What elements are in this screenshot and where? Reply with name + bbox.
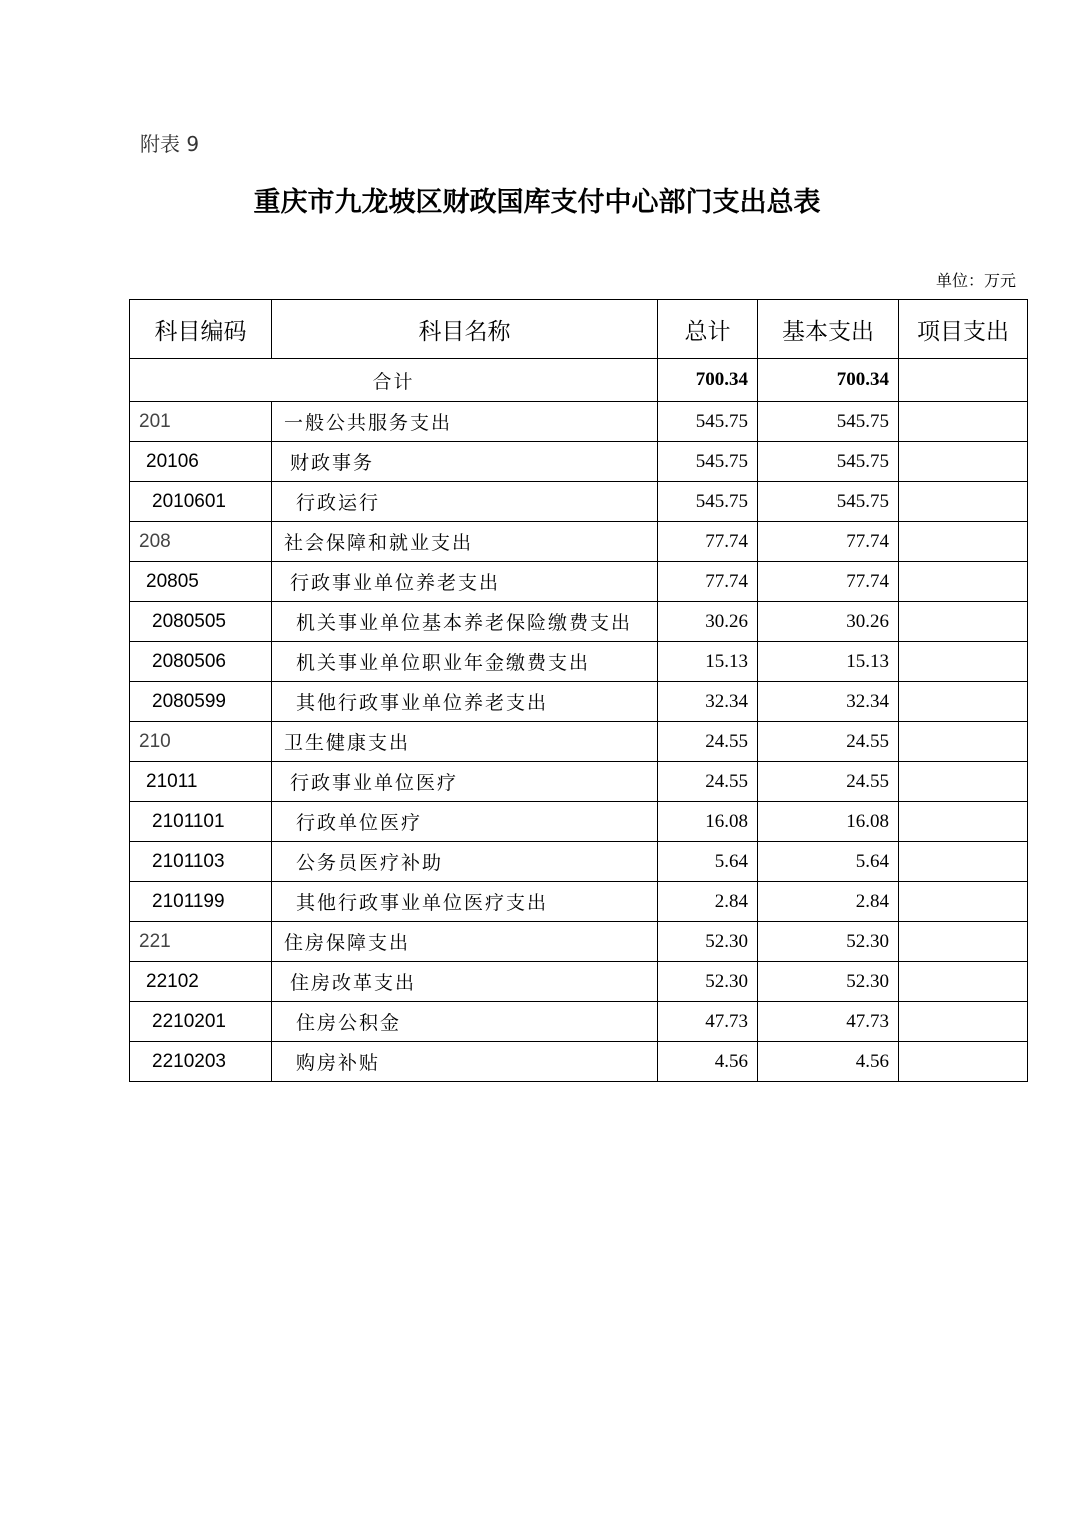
row-name: 住房保障支出 [272,922,658,962]
row-total: 30.26 [658,602,758,642]
row-total: 24.55 [658,722,758,762]
row-basic: 24.55 [758,762,899,802]
row-project [899,922,1028,962]
table-row [130,922,1028,962]
row-code: 2080599 [130,682,272,722]
table-row [130,602,1028,642]
row-code: 2210201 [130,1002,272,1042]
row-basic: 545.75 [758,442,899,482]
table-row [130,402,1028,442]
row-name: 其他行政事业单位养老支出 [272,682,658,722]
row-basic: 16.08 [758,802,899,842]
table-row [130,962,1028,1002]
row-basic: 15.13 [758,642,899,682]
row-name: 行政运行 [272,482,658,522]
row-total: 15.13 [658,642,758,682]
row-code: 221 [130,922,272,962]
row-total: 5.64 [658,842,758,882]
table-row [130,882,1028,922]
row-total: 77.74 [658,562,758,602]
table-row [130,642,1028,682]
total-amount: 700.34 [658,359,758,402]
row-basic: 545.75 [758,402,899,442]
row-basic: 30.26 [758,602,899,642]
row-name: 其他行政事业单位医疗支出 [272,882,658,922]
row-code: 2080506 [130,642,272,682]
total-label: 合计 [130,359,658,402]
row-name: 机关事业单位基本养老保险缴费支出 [272,602,658,642]
row-basic: 52.30 [758,922,899,962]
row-name: 社会保障和就业支出 [272,522,658,562]
row-project [899,402,1028,442]
row-code: 21011 [130,762,272,802]
total-project [899,359,1028,402]
total-row [130,359,1028,402]
column-header-code: 科目编码 [130,300,272,359]
table-row [130,1002,1028,1042]
row-basic: 4.56 [758,1042,899,1082]
table-row [130,442,1028,482]
row-total: 545.75 [658,402,758,442]
table-row [130,842,1028,882]
appendix-label: 附表 9 [140,132,200,156]
page-title: 重庆市九龙坡区财政国库支付中心部门支出总表 [253,187,821,218]
table-row [130,762,1028,802]
row-project [899,722,1028,762]
row-total: 545.75 [658,482,758,522]
row-name: 行政单位医疗 [272,802,658,842]
row-basic: 24.55 [758,722,899,762]
column-header-project: 项目支出 [899,300,1028,359]
row-basic: 545.75 [758,482,899,522]
row-total: 4.56 [658,1042,758,1082]
table-row [130,482,1028,522]
row-total: 52.30 [658,922,758,962]
row-basic: 52.30 [758,962,899,1002]
row-total: 47.73 [658,1002,758,1042]
row-basic: 32.34 [758,682,899,722]
table-row [130,802,1028,842]
row-code: 2010601 [130,482,272,522]
row-code: 2101103 [130,842,272,882]
expenditure-table [129,299,1028,1082]
row-total: 24.55 [658,762,758,802]
row-basic: 2.84 [758,882,899,922]
table-header-row [130,300,1028,359]
row-project [899,562,1028,602]
table-row [130,722,1028,762]
row-project [899,682,1028,722]
table-row [130,562,1028,602]
table-row [130,1042,1028,1082]
table-row [130,522,1028,562]
row-total: 2.84 [658,882,758,922]
row-project [899,882,1028,922]
row-code: 210 [130,722,272,762]
row-total: 77.74 [658,522,758,562]
row-project [899,1042,1028,1082]
row-project [899,802,1028,842]
row-basic: 5.64 [758,842,899,882]
row-project [899,842,1028,882]
row-code: 20805 [130,562,272,602]
row-project [899,962,1028,1002]
unit-note: 单位：万元 [935,271,1016,290]
column-header-total: 总计 [658,300,758,359]
row-total: 545.75 [658,442,758,482]
row-name: 一般公共服务支出 [272,402,658,442]
row-code: 20106 [130,442,272,482]
row-project [899,442,1028,482]
row-code: 201 [130,402,272,442]
row-code: 2080505 [130,602,272,642]
column-header-name: 科目名称 [272,300,658,359]
row-name: 住房公积金 [272,1002,658,1042]
row-code: 2210203 [130,1042,272,1082]
row-code: 22102 [130,962,272,1002]
row-project [899,1002,1028,1042]
row-name: 购房补贴 [272,1042,658,1082]
row-project [899,762,1028,802]
row-project [899,602,1028,642]
row-code: 2101101 [130,802,272,842]
row-basic: 77.74 [758,562,899,602]
row-name: 行政事业单位养老支出 [272,562,658,602]
table-row [130,682,1028,722]
row-name: 住房改革支出 [272,962,658,1002]
row-name: 公务员医疗补助 [272,842,658,882]
row-total: 16.08 [658,802,758,842]
row-name: 财政事务 [272,442,658,482]
row-code: 208 [130,522,272,562]
row-name: 卫生健康支出 [272,722,658,762]
row-basic: 77.74 [758,522,899,562]
row-name: 机关事业单位职业年金缴费支出 [272,642,658,682]
row-project [899,642,1028,682]
row-name: 行政事业单位医疗 [272,762,658,802]
row-code: 2101199 [130,882,272,922]
row-project [899,522,1028,562]
row-total: 52.30 [658,962,758,1002]
column-header-basic: 基本支出 [758,300,899,359]
row-basic: 47.73 [758,1002,899,1042]
row-project [899,482,1028,522]
row-total: 32.34 [658,682,758,722]
total-basic: 700.34 [758,359,899,402]
